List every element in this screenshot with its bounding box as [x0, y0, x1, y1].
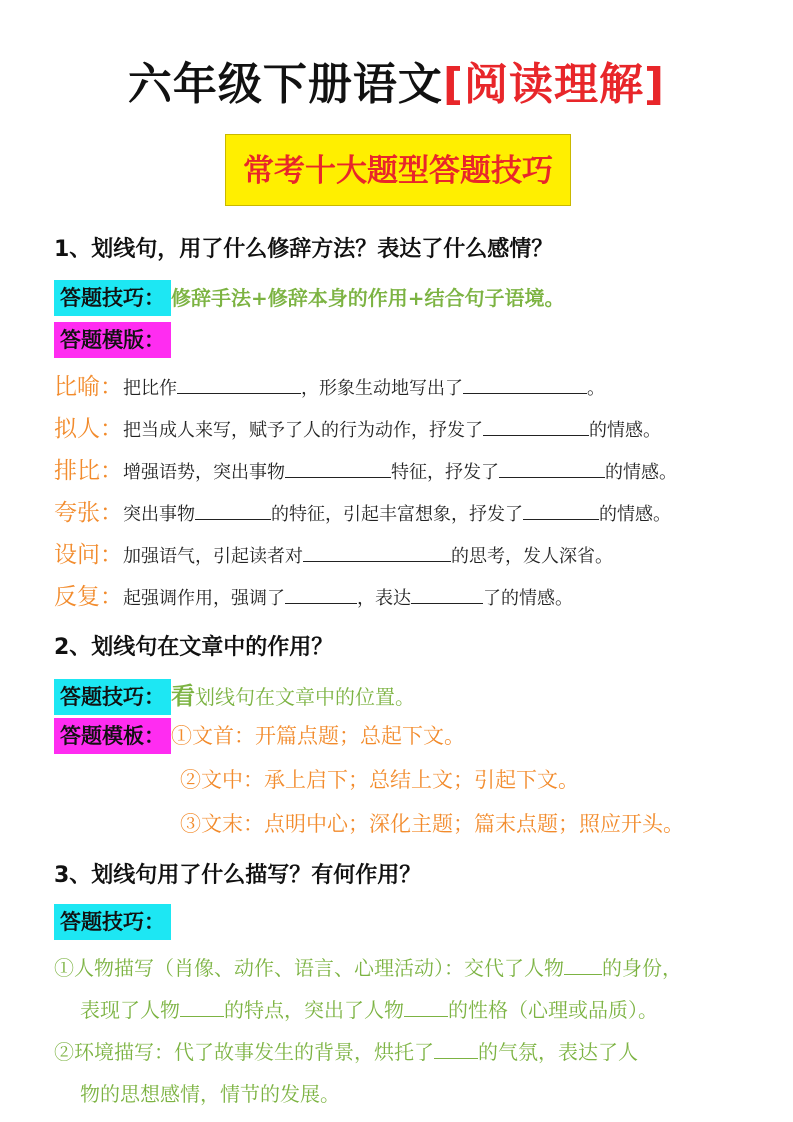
rhetoric-text: ，表达	[357, 588, 411, 609]
page-subtitle: 常考十大题型答题技巧	[225, 134, 571, 206]
blank-line	[180, 996, 224, 1017]
blank-line	[499, 461, 605, 478]
section1-tip-row	[54, 280, 565, 316]
blank-line	[285, 587, 357, 604]
blank-line	[463, 377, 587, 394]
rhetoric-text: 把当成人来写，赋予了人的行为动作，抒发了	[123, 420, 483, 441]
blank-line	[564, 954, 602, 975]
page-title	[0, 48, 793, 112]
section3-text: 的特点，突出了人物	[224, 998, 404, 1022]
section2-template-label: 答题模板：	[54, 718, 171, 754]
section3-text: ①人物描写（肖像、动作、语言、心理活动）：交代了人物	[54, 956, 564, 980]
section2-line-3: ③文末：点明中心；深化主题；篇末点题；照应开头。	[180, 812, 684, 836]
rhetoric-text: 的特征，引起丰富想象，抒发了	[271, 504, 523, 525]
section1-tip-label: 答题技巧：	[54, 280, 171, 316]
rhetoric-row-metaphor	[54, 368, 605, 401]
blank-line	[303, 545, 451, 562]
section3-paragraph2-line2: 物的思想感情，情节的发展。	[80, 1082, 340, 1106]
section3-text: 的身份，	[602, 956, 682, 980]
rhetoric-text: 特征，抒发了	[391, 462, 499, 483]
blank-line	[404, 996, 448, 1017]
section2-template-row	[54, 718, 465, 754]
blank-line	[195, 503, 271, 520]
rhetoric-row-hyperbole	[54, 494, 671, 527]
rhetoric-text: 增强语势，突出事物	[123, 462, 285, 483]
section1-template-label: 答题模版：	[54, 322, 171, 358]
section2-tip-row	[54, 676, 415, 715]
blank-line	[434, 1038, 478, 1059]
rhetoric-row-repetition	[54, 578, 573, 611]
rhetoric-text: 了的情感。	[483, 588, 573, 609]
section2-tip-text: 划线句在文章中的位置。	[195, 685, 415, 709]
blank-line	[523, 503, 599, 520]
rhetoric-term: 拟人：	[54, 416, 123, 442]
section2-question: 2、划线句在文章中的作用？	[54, 635, 334, 660]
blank-line	[411, 587, 483, 604]
rhetoric-row-personification	[54, 410, 661, 443]
section3-text: 的气氛，表达了人	[478, 1040, 638, 1064]
rhetoric-term: 比喻：	[54, 374, 123, 400]
rhetoric-text: 起强调作用，强调了	[123, 588, 285, 609]
rhetoric-term: 设问：	[54, 542, 123, 568]
page-title-highlight: [阅读理解]	[442, 59, 666, 110]
rhetoric-row-parallelism	[54, 452, 677, 485]
section3-paragraph1-line1	[54, 952, 682, 981]
page-title-main: 六年级下册语文	[127, 59, 443, 110]
rhetoric-text: ，形象生动地写出了	[301, 378, 463, 399]
rhetoric-text: 的情感。	[589, 420, 661, 441]
rhetoric-text: 突出事物	[123, 504, 195, 525]
rhetoric-text: 。	[587, 378, 605, 399]
section3-tip-label: 答题技巧：	[54, 904, 171, 940]
section3-paragraph1-line2	[80, 994, 658, 1023]
rhetoric-term: 排比：	[54, 458, 123, 484]
section1-question: 1、划线句，用了什么修辞方法？表达了什么感情？	[54, 237, 554, 262]
section3-text: 的性格（心理或品质）。	[448, 998, 658, 1022]
section2-tip-strong: 看	[171, 681, 195, 710]
section3-text: 表现了人物	[80, 998, 180, 1022]
blank-line	[285, 461, 391, 478]
rhetoric-text: 把比作	[123, 378, 177, 399]
rhetoric-text: 加强语气，引起读者对	[123, 546, 303, 567]
rhetoric-text: 的思考，发人深省。	[451, 546, 613, 567]
rhetoric-term: 夸张：	[54, 500, 123, 526]
section3-text: ②环境描写：代了故事发生的背景，烘托了	[54, 1040, 434, 1064]
rhetoric-text: 的情感。	[605, 462, 677, 483]
rhetoric-term: 反复：	[54, 584, 123, 610]
section2-tip-label: 答题技巧：	[54, 679, 171, 715]
section3-question: 3、划线句用了什么描写？有何作用？	[54, 863, 422, 888]
section3-paragraph2-line1	[54, 1036, 638, 1065]
section1-tip-text: 修辞手法+修辞本身的作用+结合句子语境。	[171, 286, 565, 310]
rhetoric-text: 的情感。	[599, 504, 671, 525]
rhetoric-row-rhetorical-question	[54, 536, 613, 569]
section2-line-1: ①文首：开篇点题；总起下文。	[171, 724, 465, 748]
blank-line	[177, 377, 301, 394]
blank-line	[483, 419, 589, 436]
section2-line-2: ②文中：承上启下；总结上文；引起下文。	[180, 768, 579, 792]
